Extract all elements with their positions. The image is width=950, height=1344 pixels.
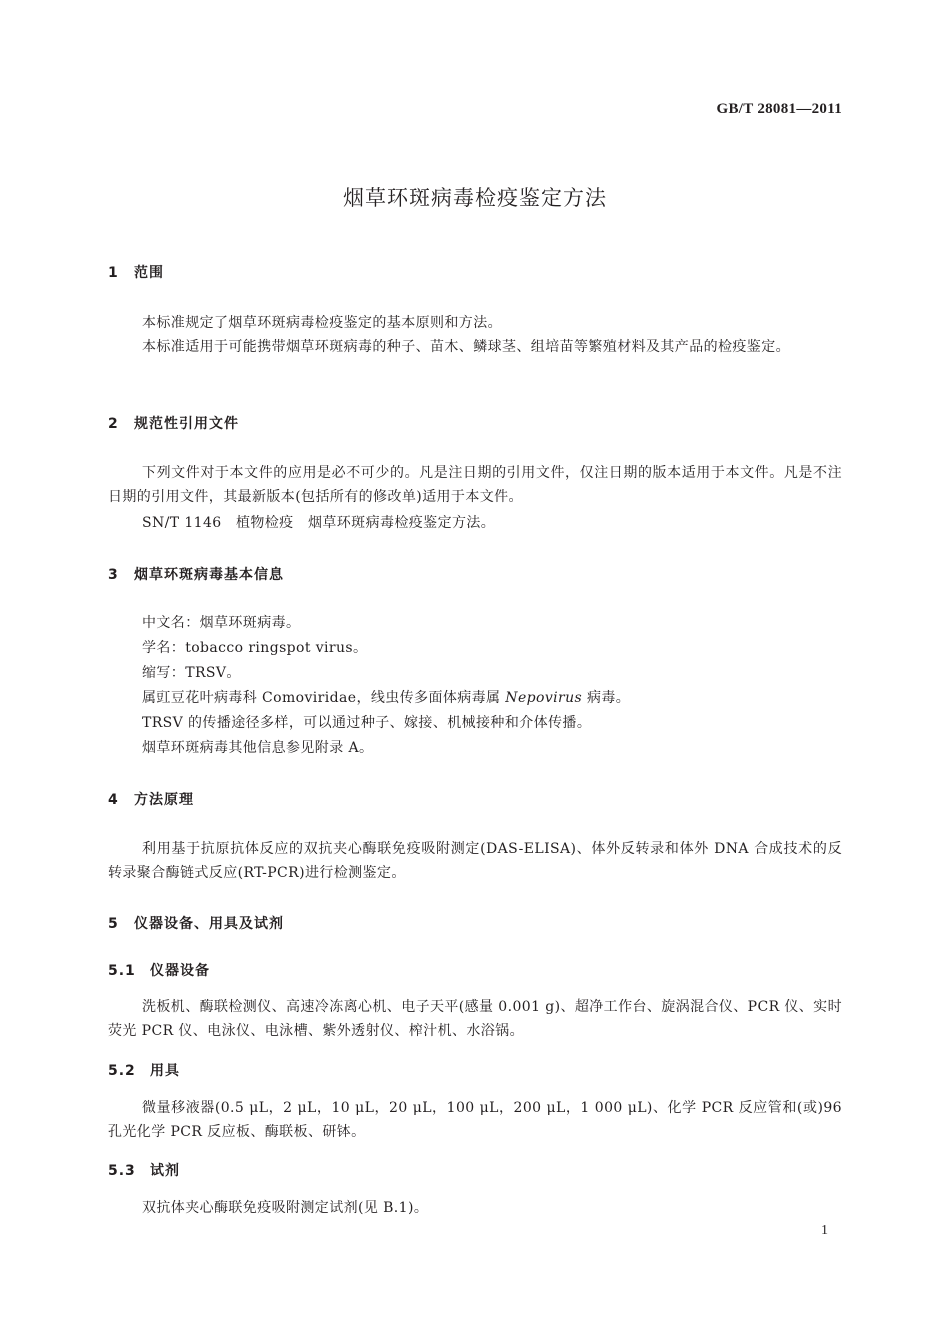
info-abbreviation: 缩写：TRSV。	[142, 665, 241, 681]
section-title: 规范性引用文件	[134, 416, 239, 432]
subsection-title: 试剂	[150, 1163, 180, 1179]
paragraph: 本标准适用于可能携带烟草环斑病毒的种子、苗木、鳞球茎、组培苗等繁殖材料及其产品的检疫鉴定。	[142, 339, 790, 355]
paragraph: 下列文件对于本文件的应用是必不可少的。凡是注日期的引用文件，仅注日期的版本适用于本文件。凡是不注日期的引用文件，其最新版本(包括所有的修改单)适用于本文件。	[108, 465, 842, 505]
paragraph: 洗板机、酶联检测仪、高速冷冻离心机、电子天平(感量 0.001 g)、超净工作台、旋涡混合仪、PCR 仪、实时荧光 PCR 仪、电泳仪、电泳槽、紫外透射仪、榨汁机、水浴锅。	[108, 999, 842, 1039]
subsection-number: 5.2	[108, 1063, 136, 1079]
section-number: 5	[108, 916, 119, 932]
info-chinese-name: 中文名：烟草环斑病毒。	[142, 615, 301, 631]
section-2-heading	[108, 413, 239, 433]
section-1-heading	[108, 262, 164, 282]
paragraph: 利用基于抗原抗体反应的双抗夹心酶联免疫吸附测定(DAS-ELISA)、体外反转录和体外 DNA 合成技术的反转录聚合酶链式反应(RT-PCR)进行检测鉴定。	[108, 841, 842, 881]
taxonomy-suffix: 病毒。	[582, 690, 631, 706]
info-transmission: TRSV 的传播途径多样，可以通过种子、嫁接、机械接种和介体传播。	[142, 715, 592, 731]
subsection-title: 用具	[150, 1063, 180, 1079]
section-number: 2	[108, 416, 119, 432]
section-3-heading	[108, 564, 284, 584]
genus-name: Nepovirus	[505, 690, 583, 706]
subsection-title: 仪器设备	[150, 963, 210, 979]
taxonomy-text: 属豇豆花叶病毒科 Comoviridae，线虫传多面体病毒属	[142, 690, 506, 706]
reference-entry: SN/T 1146 植物检疫 烟草环斑病毒检疫鉴定方法。	[142, 515, 496, 531]
section-title: 范围	[134, 265, 164, 281]
page-number: 1	[821, 1223, 828, 1238]
section-number: 1	[108, 265, 119, 281]
section-title: 仪器设备、用具及试剂	[134, 916, 284, 932]
subsection-number: 5.3	[108, 1163, 136, 1179]
section-5-heading	[108, 913, 284, 933]
info-taxonomy	[142, 686, 630, 710]
paragraph: 微量移液器(0.5 μL，2 μL，10 μL，20 μL，100 μL，200 μL，1 000 μL)、化学 PCR 反应管和(或)96 孔光化学 PCR 反应板、酶联板、研钵。	[108, 1100, 842, 1140]
document-title: 烟草环斑病毒检疫鉴定方法	[343, 186, 607, 210]
section-4-heading	[108, 789, 194, 809]
standard-code: GB/T 28081—2011	[716, 101, 842, 117]
section-number: 4	[108, 792, 119, 808]
info-scientific-name: 学名：tobacco ringspot virus。	[142, 640, 368, 656]
info-annex-reference: 烟草环斑病毒其他信息参见附录 A。	[142, 740, 374, 756]
subsection-number: 5.1	[108, 963, 136, 979]
paragraph: 本标准规定了烟草环斑病毒检疫鉴定的基本原则和方法。	[142, 315, 502, 331]
section-title: 烟草环斑病毒基本信息	[134, 567, 284, 583]
subsection-5-1-heading	[108, 960, 210, 980]
section-title: 方法原理	[134, 792, 194, 808]
subsection-5-2-heading	[108, 1060, 180, 1080]
paragraph: 双抗体夹心酶联免疫吸附测定试剂(见 B.1)。	[142, 1200, 429, 1216]
subsection-5-3-heading	[108, 1160, 180, 1180]
section-number: 3	[108, 567, 119, 583]
